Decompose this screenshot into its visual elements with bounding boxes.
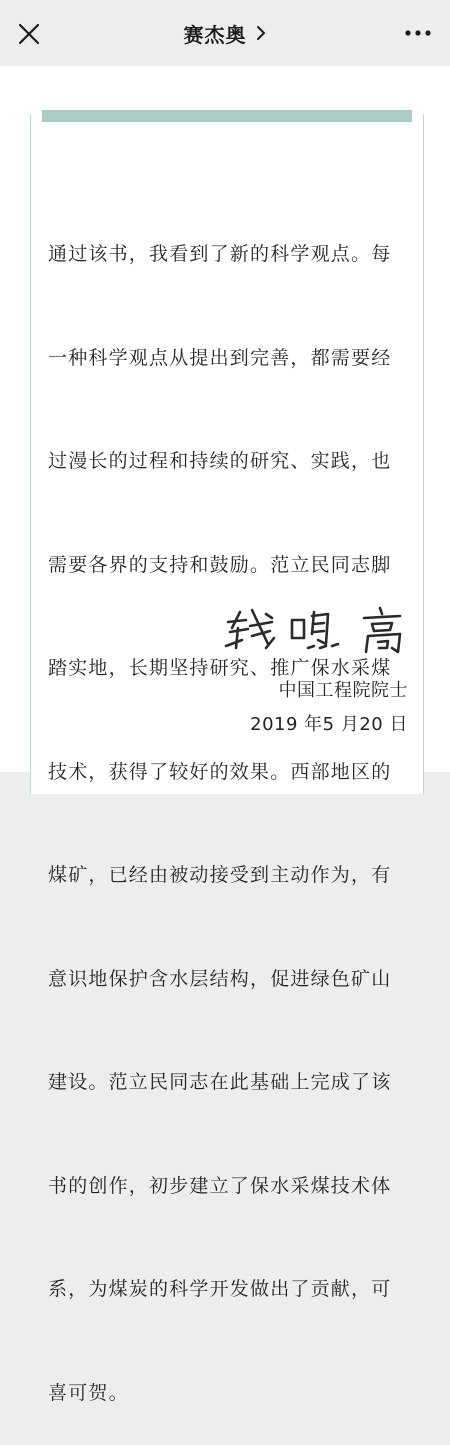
letter-line: 建设。范立民同志在此基础上完成了该 <box>48 1071 392 1093</box>
letter-line: 喜可贺。 <box>48 1381 129 1404</box>
letter-line: 书的创作，初步建立了保水采煤技术体 <box>48 1174 392 1197</box>
letter-line: 需要各界的支持和鼓励。范立民同志脚 <box>48 553 392 576</box>
top-navigation-bar <box>0 0 450 66</box>
letter-line: 通过该书，我看到了新的科学观点。每 <box>48 243 392 265</box>
close-icon[interactable] <box>14 19 44 49</box>
letter-line: 意识地保护含水层结构，促进绿色矿山 <box>48 967 392 990</box>
letter-line: 过漫长的过程和持续的研究、实践，也 <box>48 450 392 472</box>
more-horizontal-icon[interactable] <box>402 22 434 44</box>
letter-body <box>48 168 418 1445</box>
letter-line: 一种科学观点从提出到完善，都需要经 <box>48 346 392 369</box>
chevron-right-icon <box>255 24 267 42</box>
account-title-link[interactable] <box>184 19 267 48</box>
letter-line: 技术，获得了较好的效果。西部地区的 <box>48 760 392 783</box>
page-title: 赛杰奥 <box>183 22 247 47</box>
letter-date: 2019 年5 月20 日 <box>250 714 408 735</box>
letter-line: 系，为煤炭的科学开发做出了贡献，可 <box>48 1278 392 1300</box>
card-top-band <box>42 110 412 122</box>
letter-line: 煤矿，已经由被动接受到主动作为，有 <box>48 864 392 886</box>
handwritten-signature <box>222 598 412 656</box>
signer-affiliation: 中国工程院院士 <box>278 680 408 701</box>
letter-line: 踏实地，长期坚持研究、推广保水采煤 <box>48 657 392 679</box>
